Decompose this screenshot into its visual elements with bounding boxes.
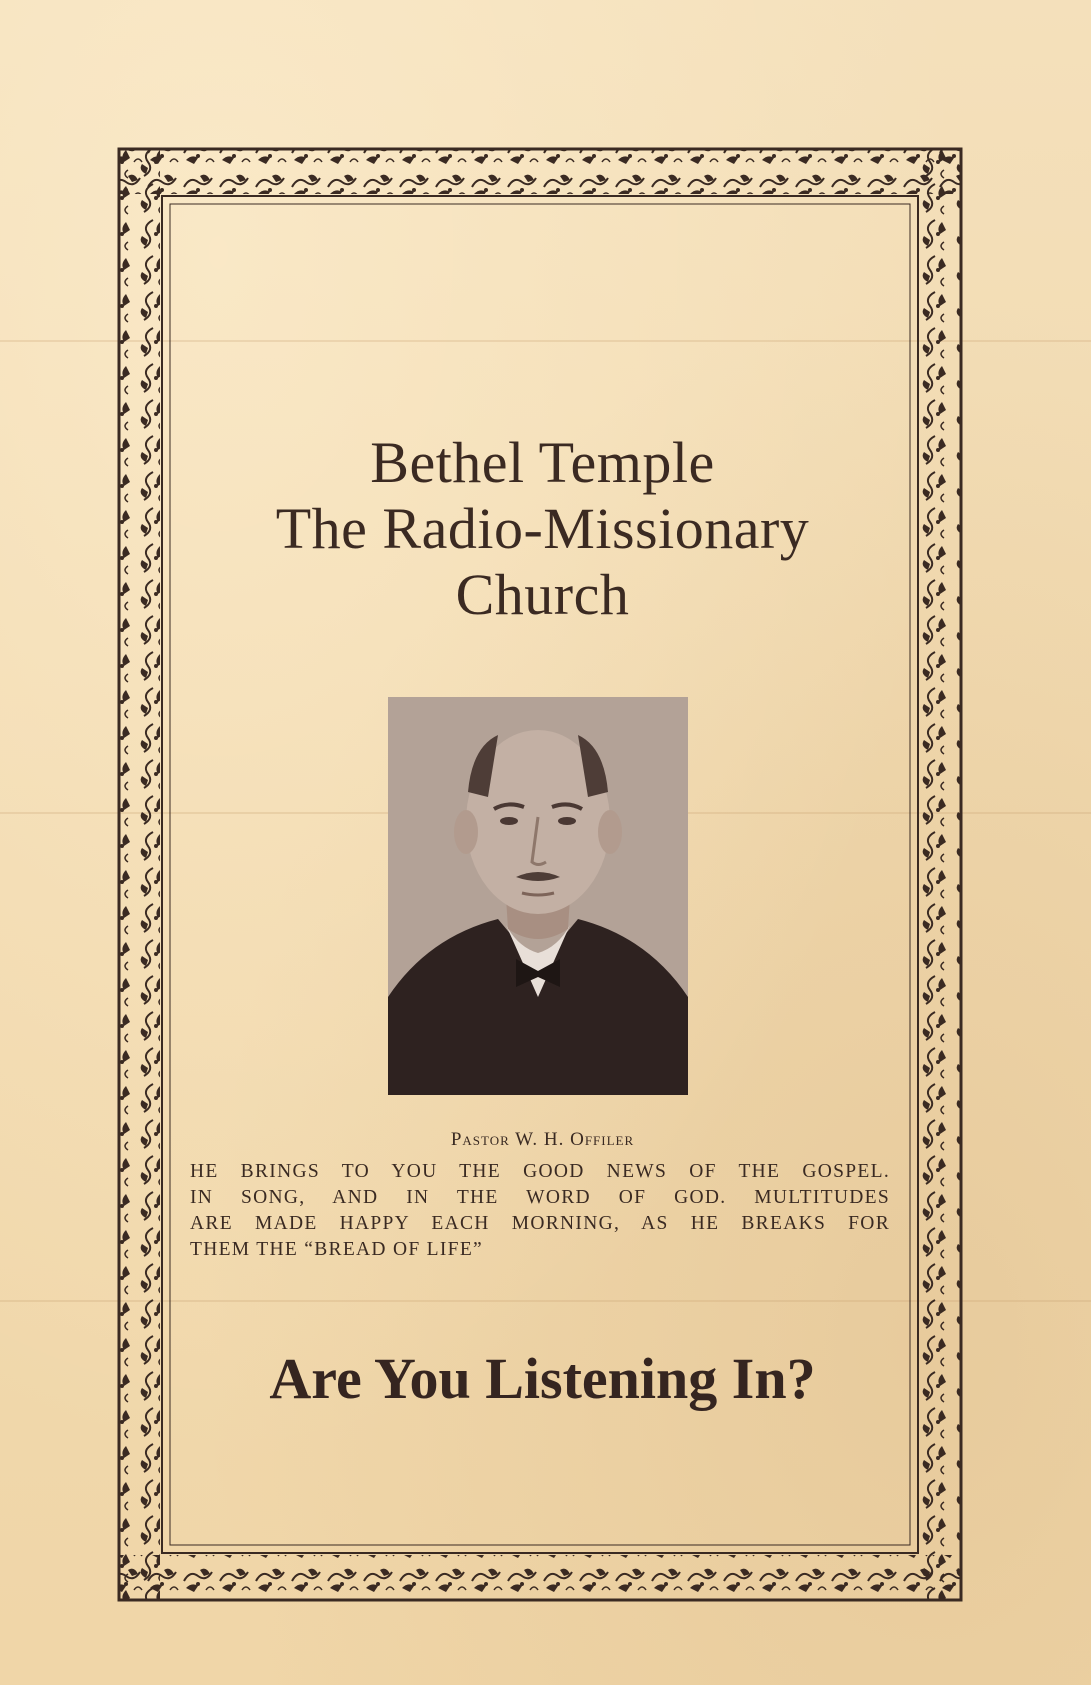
description-line: IN SONG, AND IN THE WORD OF GOD. MULTITUDES (190, 1187, 890, 1208)
flyer-content (170, 195, 915, 1525)
title-line: Church (455, 562, 630, 627)
pastor-portrait-icon (388, 697, 688, 1095)
pastor-description (190, 1159, 890, 1263)
pastor-caption: Pastor W. H. Offiler (450, 1129, 635, 1150)
title-line: The Radio-Missionary (275, 496, 810, 561)
church-title (170, 430, 915, 628)
description-line: ARE MADE HAPPY EACH MORNING, AS HE BREAKS FOR (190, 1213, 890, 1234)
description-line: THEM THE “BREAD OF LIFE” (190, 1239, 483, 1260)
tagline: Are You Listening In? (269, 1346, 816, 1411)
title-line: Bethel Temple (370, 430, 715, 495)
description-line: HE BRINGS TO YOU THE GOOD NEWS OF THE GOSPEL. (190, 1161, 890, 1182)
